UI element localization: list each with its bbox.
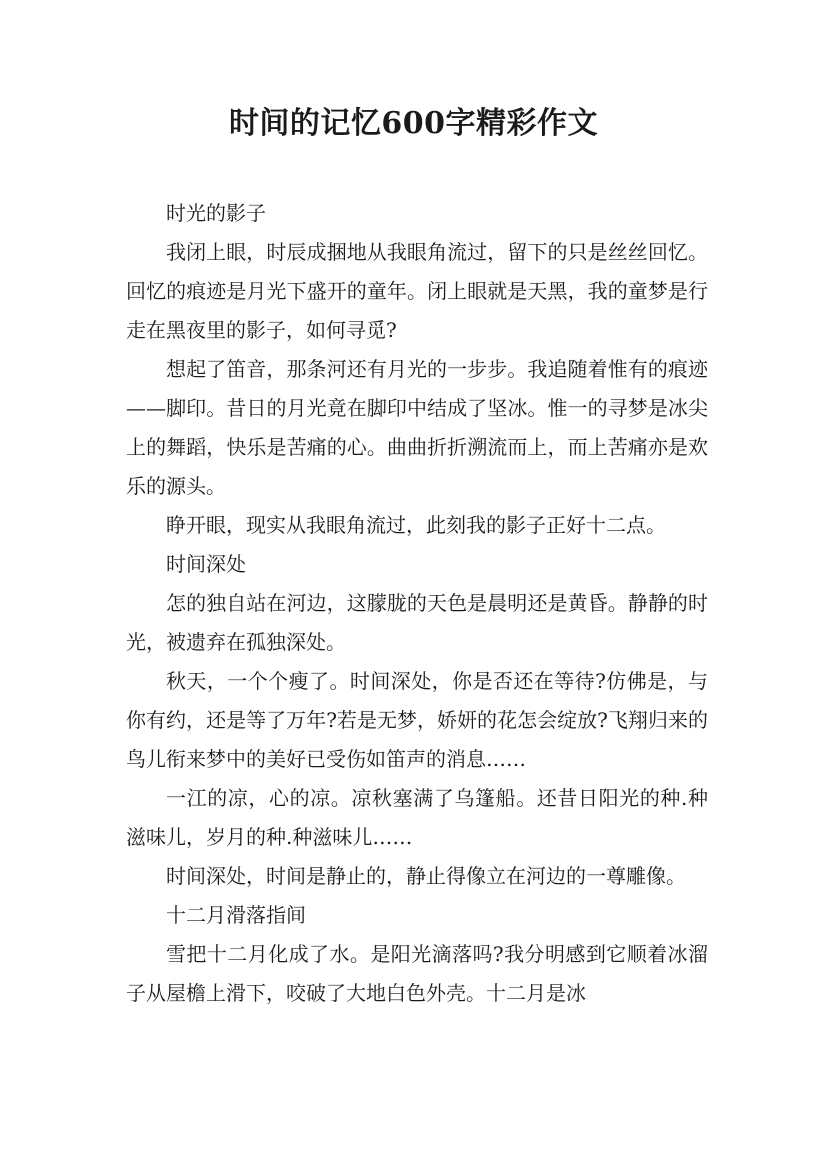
paragraph: 睁开眼，现实从我眼角流过，此刻我的影子正好十二点。 [166,513,666,537]
paragraph: 雪把十二月化成了水。是阳光滴落吗?我分明感到它顺着冰溜子从屋檐上滑下，咬破了大地白色外壳。十二月是冰 [126,942,708,1005]
section-heading: 时光的影子 [166,201,266,225]
paragraph: 秋天，一个个瘦了。时间深处，你是否还在等待?仿佛是，与你有约，还是等了万年?若是无梦，娇妍的花怎会绽放?飞翔归来的鸟儿衔来梦中的美好已受伤如笛声的消息…… [126,669,708,771]
paragraph: 时间深处，时间是静止的，静止得像立在河边的一尊雕像。 [166,864,686,888]
paragraph: 一江的凉，心的凉。凉秋塞满了乌篷船。还昔日阳光的种.种滋味儿，岁月的种.种滋味儿…… [126,786,708,849]
paragraph: 我闭上眼，时辰成捆地从我眼角流过，留下的只是丝丝回忆。回忆的痕迹是月光下盛开的童年。闭上眼就是天黑，我的童梦是行走在黑夜里的影子，如何寻觅? [126,240,708,342]
section-heading: 十二月滑落指间 [166,903,306,927]
document-body [126,194,708,1013]
paragraph: 怎的独自站在河边，这朦胧的天色是晨明还是黄昏。静静的时光，被遗弃在孤独深处。 [126,591,708,654]
paragraph: 想起了笛音，那条河还有月光的一步步。我追随着惟有的痕迹——脚印。昔日的月光竟在脚印中结成了坚冰。惟一的寻梦是冰尖上的舞蹈，快乐是苦痛的心。曲曲折折溯流而上，而上苦痛亦是欢乐的源头。 [126,357,708,498]
section-heading: 时间深处 [166,552,246,576]
document-title: 时间的记忆600字精彩作文 [228,106,599,141]
